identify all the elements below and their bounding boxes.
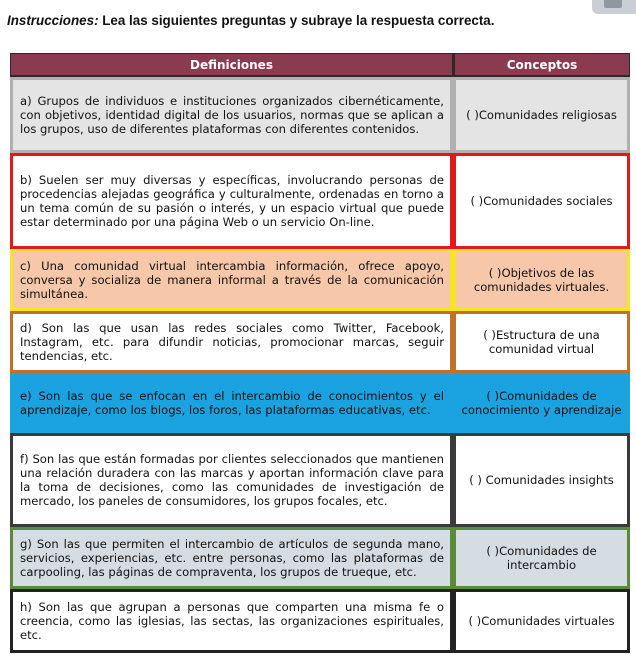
concept-cell[interactable] [453, 527, 630, 589]
definition-text: f) Son las que están formadas por clientes seleccionados que mantienen una relación duradera con las marcas y aportan información clave para la toma de decisiones, como las comunidades de investigación de mercado, los paneles de consumidores, los grupos focales, etc. [20, 451, 444, 509]
concept-cell[interactable] [453, 77, 630, 153]
definition-cell [10, 433, 453, 527]
concept-text: ( )Comunidades de conocimiento y aprendizaje [461, 388, 622, 417]
definition-cell [10, 249, 453, 311]
concept-text: ( )Comunidades religiosas [466, 107, 617, 122]
definition-cell [10, 527, 453, 589]
instructions [7, 13, 494, 28]
definition-text: h) Son las que agrupan a personas que comparten una misma fe o creencia, como las iglesias, las sectas, las organizaciones espirituales, etc. [20, 599, 444, 643]
header-definitions: Definiciones [11, 54, 452, 75]
concept-text: ( )Estructura de una comunidad virtual [483, 327, 600, 356]
concept-text: ( )Comunidades virtuales [468, 613, 615, 628]
definition-text: d) Son las que usan las redes sociales como Twitter, Facebook, Instagram, etc. para difundir noticias, promocionar marcas, seguir tendencias, etc. [20, 320, 444, 364]
definition-cell [10, 589, 453, 653]
definition-cell [10, 153, 453, 249]
definition-text: a) Grupos de individuos e instituciones organizados cibernéticamente, con objetivos, identidad digital de los usuarios, normas que se aplican a los grupos, uso de diferentes plataformas con diferentes contenidos. [20, 93, 444, 137]
instructions-text: Lea las siguientes preguntas y subraye la respuesta correcta. [98, 13, 495, 28]
concept-text: ( )Comunidades sociales [470, 193, 613, 208]
concept-cell[interactable] [453, 433, 630, 527]
instructions-label: Instrucciones: [7, 13, 99, 28]
definition-cell [10, 77, 453, 153]
concept-cell[interactable] [453, 249, 630, 311]
concept-cell[interactable] [453, 373, 630, 433]
definition-text: c) Una comunidad virtual intercambia información, ofrece apoyo, conversa y socializa de manera informal a través de la comunicación simultánea. [20, 258, 444, 302]
corner-widget-icon [592, 0, 636, 14]
header-concepts: Conceptos [455, 54, 629, 75]
definition-text: b) Suelen ser muy diversas y específicas, involucrando personas de procedencias alejadas geográfica y culturalmente, ordenadas en torno a un tema común de su pasión o interés, y un espacio virtual que puede estar determinado por una página Web o un servicio On-line. [20, 172, 444, 230]
concept-text: ( ) Comunidades insights [469, 472, 614, 487]
concept-text: ( )Comunidades de intercambio [486, 543, 597, 572]
definition-cell [10, 311, 453, 373]
concept-text: ( )Objetivos de las comunidades virtuales. [473, 265, 610, 294]
concept-cell[interactable] [453, 589, 630, 653]
definition-text: g) Son las que permiten el intercambio de artículos de segunda mano, servicios, experiencias, etc. entre personas, como las plataformas de carpooling, las páginas de compraventa, los grupos de trueque, etc. [20, 536, 444, 580]
matching-table [10, 53, 630, 653]
definition-text: e) Son las que se enfocan en el intercambio de conocimientos y el aprendizaje, como los blogs, los foros, las plataformas educativas, etc. [20, 388, 444, 417]
definition-cell [10, 373, 453, 433]
concept-cell[interactable] [453, 153, 630, 249]
concept-cell[interactable] [453, 311, 630, 373]
